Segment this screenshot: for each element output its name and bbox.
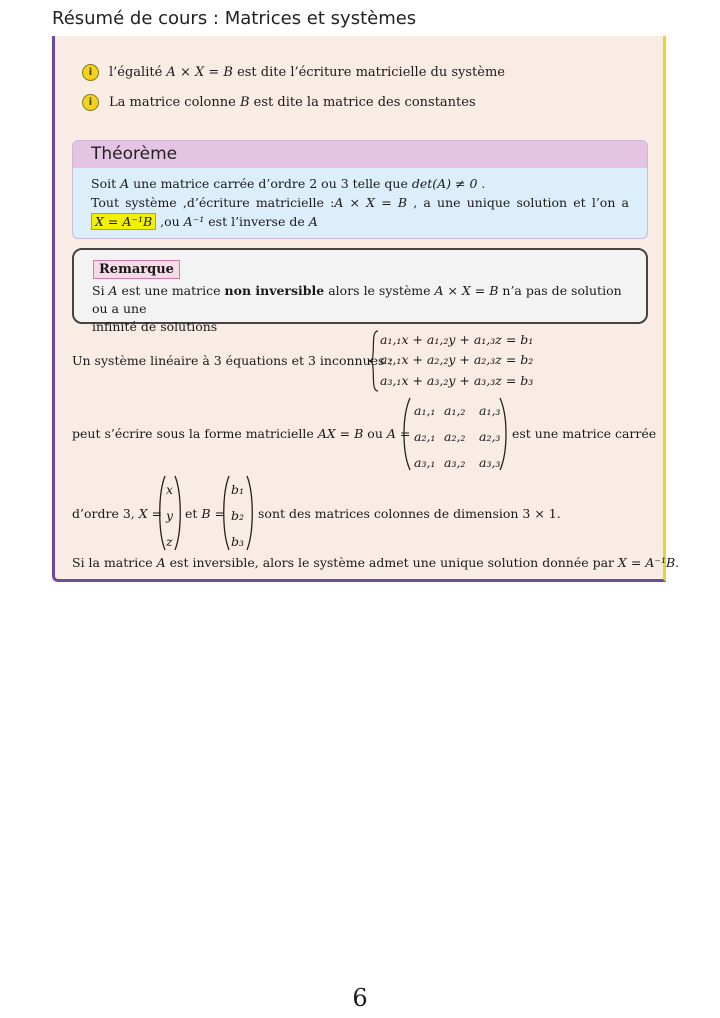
theorem-body: Soit A une matrice carrée d’ordre 2 ou 3 telle que det(A) ≠ 0 . Tout système ,d’écriture matricielle :A × X = B , a une unique solution et l’on a X = A⁻¹B ,ou A⁻¹ est l’inverse de A	[91, 176, 629, 229]
remark-box	[72, 248, 648, 334]
theorem-box	[72, 140, 648, 239]
page-number: 6	[352, 984, 368, 1012]
vector-sentence-end: sont des matrices colonnes de dimension 3 × 1.	[258, 506, 561, 521]
equation-1: a₁,₁x + a₁,₂y + a₁,₃z = b₁	[380, 332, 534, 347]
matrix-sentence: peut s’écrire sous la forme matricielle AX = B ou A =	[72, 426, 411, 441]
highlighted-solution: X = A⁻¹B	[91, 213, 156, 230]
left-brace	[368, 330, 380, 392]
theorem-heading: Théorème	[73, 141, 647, 168]
equation-2: a₂,₁x + a₂,₂y + a₂,₃z = b₂	[380, 352, 534, 367]
note-matrix-form: i l’égalité A × X = B est dite l’écriture matricielle du système	[82, 64, 505, 81]
note-constants: i La matrice colonne B est dite la matrice des constantes	[82, 94, 476, 111]
info-bulb-icon: i	[82, 64, 99, 81]
remark-tag: Remarque	[93, 260, 180, 279]
conclusion: Si la matrice A est inversible, alors le système admet une unique solution donnée par X = A⁻¹B.	[72, 555, 680, 570]
vector-B-label: et B =	[185, 506, 226, 521]
matrix-sentence-end: est une matrice carrée	[512, 426, 657, 441]
system-intro: Un système linéaire à 3 équations et 3 inconnues :	[72, 353, 393, 368]
equation-3: a₃,₁x + a₃,₂y + a₃,₃z = b₃	[380, 373, 534, 388]
page-title: Résumé de cours : Matrices et systèmes	[52, 8, 417, 29]
info-bulb-icon: i	[82, 94, 99, 111]
remark-body: Si A est une matrice non inversible alors le système A × X = B n’a pas de solution ou a une infinité de solutions	[92, 283, 622, 334]
vector-intro: d’ordre 3, X =	[72, 506, 163, 521]
